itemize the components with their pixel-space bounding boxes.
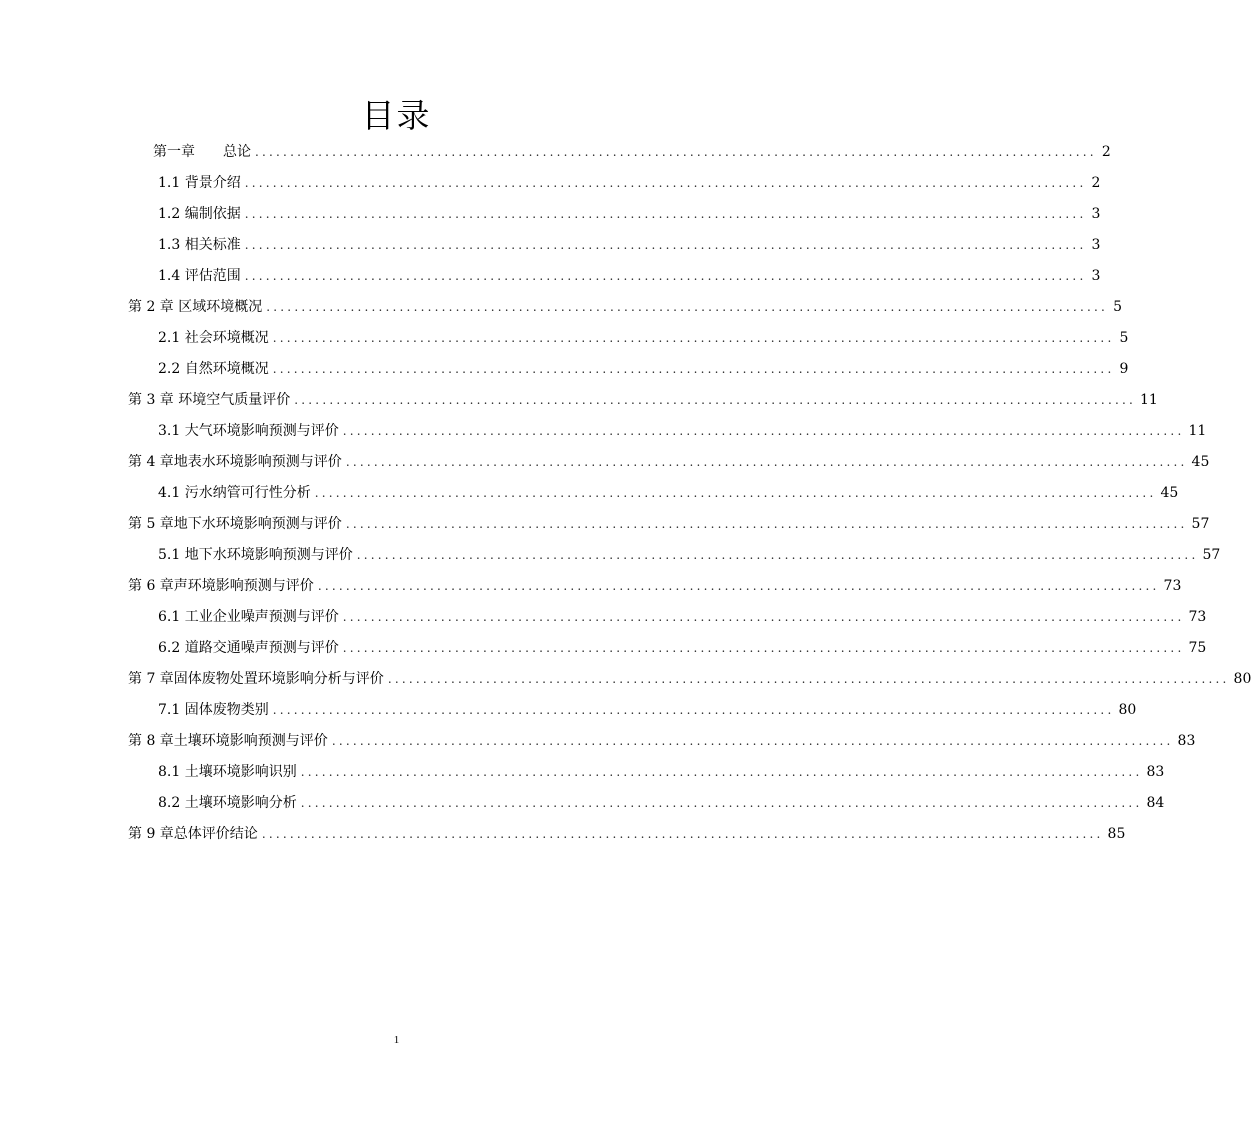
toc-entry-page: 45 [1191,454,1210,470]
toc-dot-leader: ........................................................................................................................ [244,238,1087,252]
toc-entry-label: 第 5 章地下水环境影响预测与评价 [128,516,342,532]
toc-dot-leader: ........................................................................................................................ [356,548,1199,562]
toc-dot-leader: ........................................................................................................................ [272,331,1115,345]
toc-chapter-entry[interactable] [128,727,1196,755]
toc-entry-label: 第 9 章总体评价结论 [128,826,258,842]
toc-entry-label: 8.1 土壤环境影响识别 [158,764,297,780]
toc-section-entry[interactable] [158,696,1137,724]
toc-entry-label: 4.1 污水纳管可行性分析 [158,485,311,501]
toc-dot-leader: ........................................................................................................................ [244,269,1087,283]
toc-dot-leader: ........................................................................................................................ [244,207,1087,221]
toc-section-entry[interactable] [158,634,1207,662]
toc-section-entry[interactable] [158,324,1129,352]
toc-dot-leader: ........................................................................................................................ [261,827,1104,841]
toc-entry-label: 第 7 章固体废物处置环境影响分析与评价 [128,671,384,687]
toc-section-entry[interactable] [158,417,1207,445]
toc-entry-label: 8.2 土壤环境影响分析 [158,795,297,811]
toc-dot-leader: ........................................................................................................................ [272,362,1115,376]
toc-entry-page: 11 [1188,423,1207,439]
document-title: 目录 [361,96,432,135]
toc-entry-label: 1.3 相关标准 [158,237,241,253]
toc-entry-label: 1.1 背景介绍 [158,175,241,191]
toc-entry-page: 2 [1101,144,1111,160]
toc-entry-page: 73 [1163,578,1182,594]
toc-entry-label: 2.1 社会环境概况 [158,330,269,346]
toc-section-entry[interactable] [158,355,1129,383]
toc-entry-label: 第 4 章地表水环境影响预测与评价 [128,454,342,470]
toc-dot-leader: ........................................................................................................................ [300,796,1143,810]
toc-entry-page: 80 [1118,702,1137,718]
toc-section-entry[interactable] [158,262,1101,290]
toc-dot-leader: ........................................................................................................................ [387,672,1230,686]
toc-dot-leader: ........................................................................................................................ [294,393,1136,407]
toc-entry-page: 5 [1119,330,1129,346]
toc-entry-label: 6.2 道路交通噪声预测与评价 [158,640,339,656]
toc-section-entry[interactable] [158,169,1101,197]
toc-entry-page: 11 [1140,392,1158,408]
toc-entry-page: 80 [1233,671,1251,687]
toc-entry-page: 2 [1091,175,1101,191]
toc-entry-label: 第一章 总论 [153,144,251,160]
toc-section-entry[interactable] [158,479,1179,507]
toc-section-entry[interactable] [158,603,1207,631]
toc-section-entry[interactable] [158,789,1165,817]
toc-entry-label: 5.1 地下水环境影响预测与评价 [158,547,353,563]
toc-chapter-entry[interactable] [128,448,1210,476]
toc-entry-label: 第 2 章 区域环境概况 [128,299,263,315]
toc-chapter-entry[interactable] [128,510,1210,538]
toc-chapter-entry[interactable] [128,572,1182,600]
toc-dot-leader: ........................................................................................................................ [342,424,1185,438]
toc-chapter-entry[interactable] [128,820,1126,848]
toc-chapter-entry[interactable] [128,665,1251,693]
toc-entry-page: 5 [1113,299,1122,315]
toc-dot-leader: ........................................................................................................................ [300,765,1143,779]
toc-section-entry[interactable] [158,758,1165,786]
toc-entry-page: 73 [1188,609,1207,625]
toc-entry-label: 第 8 章土壤环境影响预测与评价 [128,733,328,749]
toc-entry-page: 57 [1191,516,1210,532]
toc-entry-label: 第 6 章声环境影响预测与评价 [128,578,314,594]
toc-dot-leader: ........................................................................................................................ [342,610,1185,624]
toc-entry-page: 83 [1177,733,1196,749]
toc-entry-label: 2.2 自然环境概况 [158,361,269,377]
toc-entry-page: 75 [1188,640,1207,656]
toc-dot-leader: ........................................................................................................................ [314,486,1157,500]
toc-dot-leader: ........................................................................................................................ [342,641,1185,655]
toc-entry-label: 6.1 工业企业噪声预测与评价 [158,609,339,625]
toc-chapter-entry[interactable] [128,386,1158,414]
toc-chapter-entry[interactable] [153,138,1111,166]
toc-entry-label: 第 3 章 环境空气质量评价 [128,392,291,408]
toc-dot-leader: ........................................................................................................................ [266,300,1108,314]
toc-dot-leader: ........................................................................................................................ [317,579,1160,593]
toc-chapter-entry[interactable] [128,293,1122,321]
toc-dot-leader: ........................................................................................................................ [331,734,1174,748]
toc-section-entry[interactable] [158,541,1221,569]
toc-entry-page: 9 [1119,361,1129,377]
toc-dot-leader: ........................................................................................................................ [255,145,1097,159]
toc-entry-page: 3 [1091,237,1101,253]
page-number: 1 [393,1034,400,1046]
toc-entry-page: 83 [1146,764,1165,780]
toc-entry-page: 3 [1091,206,1101,222]
toc-dot-leader: ........................................................................................................................ [345,517,1188,531]
toc-entry-page: 57 [1202,547,1221,563]
toc-entry-page: 85 [1107,826,1126,842]
toc-entry-label: 1.2 编制依据 [158,206,241,222]
toc-entry-page: 84 [1146,795,1165,811]
toc-entry-page: 3 [1091,268,1101,284]
toc-entry-page: 45 [1160,485,1179,501]
toc-section-entry[interactable] [158,200,1101,228]
toc-entry-label: 7.1 固体废物类别 [158,702,269,718]
toc-section-entry[interactable] [158,231,1101,259]
toc-dot-leader: ........................................................................................................................ [244,176,1087,190]
toc-entry-label: 3.1 大气环境影响预测与评价 [158,423,339,439]
toc-dot-leader: ........................................................................................................................ [345,455,1188,469]
toc-dot-leader: ........................................................................................................................ [272,703,1115,717]
toc-entry-label: 1.4 评估范围 [158,268,241,284]
